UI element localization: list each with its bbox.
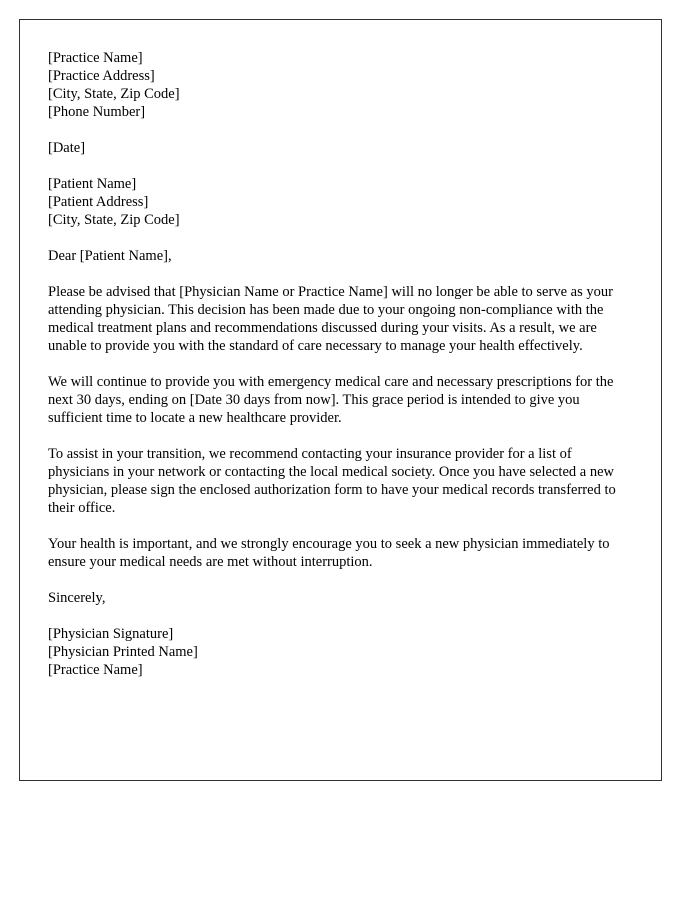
salutation: Dear [Patient Name],: [48, 248, 172, 264]
physician-signature-line: [Physician Signature]: [48, 626, 174, 642]
sender-phone-number: [Phone Number]: [48, 104, 146, 120]
body-paragraph-health-reminder: Your health is important, and we strongly encourage you to seek a new physician immediately to ensure your medical needs are met without interruption.: [48, 536, 610, 570]
sender-practice-name: [Practice Name]: [48, 50, 143, 66]
recipient-patient-address: [Patient Address]: [48, 194, 149, 210]
letter-document: [19, 19, 662, 781]
recipient-address-block: [48, 175, 633, 229]
physician-printed-name-line: [Physician Printed Name]: [48, 644, 198, 660]
body-paragraph-grace-period: We will continue to provide you with emergency medical care and necessary prescriptions for the next 30 days, ending on [Date 30 days from now]. This grace period is intended to give you sufficient time to locate a new healthcare provider.: [48, 374, 614, 426]
recipient-city-state-zip: [City, State, Zip Code]: [48, 212, 180, 228]
body-paragraph-transition-assistance: To assist in your transition, we recommend contacting your insurance provider for a list of physicians in your network or contacting the local medical society. Once you have selected a new physician, please sign the enclosed authorization form to have your medical records transferred to their office.: [48, 446, 616, 516]
closing: Sincerely,: [48, 590, 106, 606]
signature-practice-name-line: [Practice Name]: [48, 662, 143, 678]
body-paragraph-termination-notice: Please be advised that [Physician Name or Practice Name] will no longer be able to serve as your attending physician. This decision has been made due to your ongoing non-compliance with the medical treatment plans and recommendations discussed during your visits. As a result, we are unable to provide you with the standard of care necessary to manage your health effectively.: [48, 284, 613, 354]
sender-practice-address: [Practice Address]: [48, 68, 155, 84]
recipient-patient-name: [Patient Name]: [48, 176, 137, 192]
sender-address-block: [48, 49, 633, 121]
date-line: [Date]: [48, 140, 86, 156]
sender-city-state-zip: [City, State, Zip Code]: [48, 86, 180, 102]
signature-block: [48, 625, 633, 679]
